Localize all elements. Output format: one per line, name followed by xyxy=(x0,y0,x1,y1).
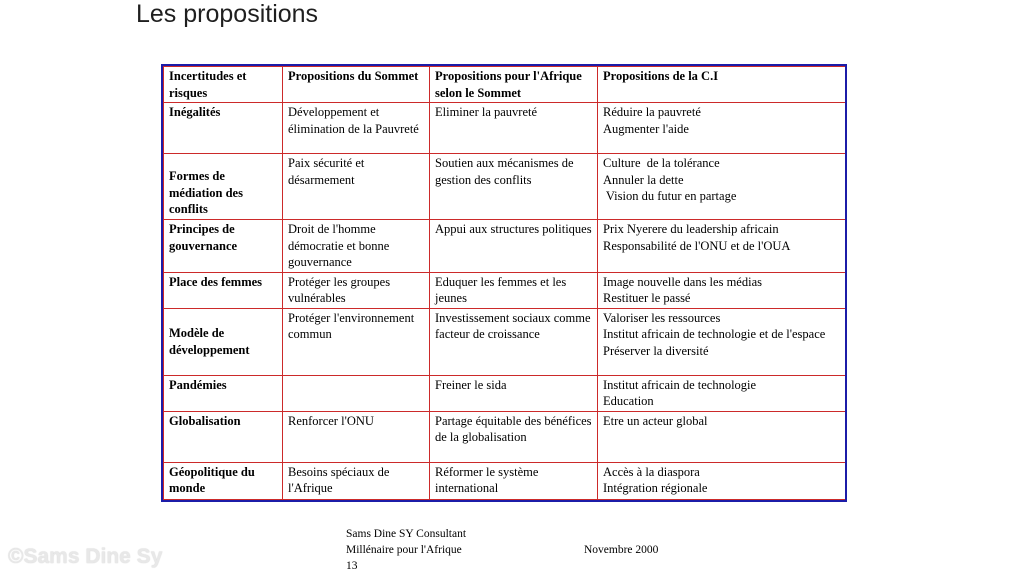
table-row xyxy=(164,411,846,462)
footer-date: Novembre 2000 xyxy=(584,544,659,556)
row-sommet xyxy=(283,375,430,411)
table-row xyxy=(164,272,846,308)
header-incertitudes: Incertitudes et risques xyxy=(164,67,283,103)
row-theme: Modèle de développement xyxy=(164,308,283,375)
propositions-table xyxy=(163,66,846,500)
ci-line: Institut africain de technologie xyxy=(603,377,757,392)
table-row xyxy=(164,154,846,220)
footer-project: Millénaire pour l'Afrique xyxy=(346,544,462,556)
table-row xyxy=(164,220,846,273)
row-ci xyxy=(598,308,846,375)
row-ci xyxy=(598,462,846,500)
row-ci xyxy=(598,220,846,273)
row-ci xyxy=(598,154,846,220)
ci-line: Education xyxy=(603,394,654,408)
header-propositions-afrique: Propositions pour l'Afrique selon le Sommet xyxy=(430,67,598,103)
ci-line: Institut africain de technologie et de l'espace xyxy=(603,327,826,341)
ci-line: Augmenter l'aide xyxy=(603,121,689,136)
row-sommet: Protéger les groupes vulnérables xyxy=(283,272,430,308)
ci-line: Etre un acteur global xyxy=(603,413,708,428)
ci-line: Culture de la tolérance xyxy=(603,156,720,170)
table-row xyxy=(164,375,846,411)
row-ci xyxy=(598,272,846,308)
row-sommet: Paix sécurité et désarmement xyxy=(283,154,430,220)
table-row xyxy=(164,103,846,154)
ci-line: Responsabilité de l'ONU et de l'OUA xyxy=(603,238,791,253)
row-afrique: Investissement sociaux comme facteur de croissance xyxy=(430,308,598,375)
row-sommet: Besoins spéciaux de l'Afrique xyxy=(283,462,430,500)
table-header-row xyxy=(164,67,846,103)
table-row xyxy=(164,462,846,500)
row-sommet: Renforcer l'ONU xyxy=(283,411,430,462)
ci-line: Vision du futur en partage xyxy=(603,189,737,203)
row-afrique: Partage équitable des bénéfices de la globalisation xyxy=(430,411,598,462)
ci-line: Prix Nyerere du leadership africain xyxy=(603,222,779,236)
row-sommet: Développement et élimination de la Pauvreté xyxy=(283,103,430,154)
footer-page-number: 13 xyxy=(346,560,358,572)
row-sommet: Droit de l'homme démocratie et bonne gouvernance xyxy=(283,220,430,273)
row-afrique: Eliminer la pauvreté xyxy=(430,103,598,154)
footer xyxy=(346,526,466,574)
slide-title: Les propositions xyxy=(136,0,319,28)
row-afrique: Appui aux structures politiques xyxy=(430,220,598,273)
row-afrique: Soutien aux mécanismes de gestion des conflits xyxy=(430,154,598,220)
row-theme: Géopolitique du monde xyxy=(164,462,283,500)
header-propositions-ci: Propositions de la C.I xyxy=(598,67,846,103)
propositions-table-frame xyxy=(161,64,847,502)
row-theme: Inégalités xyxy=(164,103,283,154)
ci-line: Restituer le passé xyxy=(603,291,691,305)
row-ci xyxy=(598,411,846,462)
row-theme: Principes de gouvernance xyxy=(164,220,283,273)
copyright-watermark: ©Sams Dine Sy xyxy=(8,545,163,568)
row-afrique: Réformer le système international xyxy=(430,462,598,500)
row-theme: Globalisation xyxy=(164,411,283,462)
ci-line: Image nouvelle dans les médias xyxy=(603,274,762,289)
row-theme: Place des femmes xyxy=(164,272,283,308)
row-ci xyxy=(598,375,846,411)
row-sommet: Protéger l'environnement commun xyxy=(283,308,430,375)
row-afrique: Eduquer les femmes et les jeunes xyxy=(430,272,598,308)
ci-line: Intégration régionale xyxy=(603,481,708,495)
ci-line: Réduire la pauvreté xyxy=(603,105,701,119)
row-theme: Pandémies xyxy=(164,375,283,411)
ci-line: Préserver la diversité xyxy=(603,343,709,358)
ci-line: Valoriser les ressources xyxy=(603,310,721,325)
table-row xyxy=(164,308,846,375)
ci-line: Annuler la dette xyxy=(603,172,684,187)
ci-line: Accès à la diaspora xyxy=(603,464,700,479)
row-ci xyxy=(598,103,846,154)
row-afrique: Freiner le sida xyxy=(430,375,598,411)
header-propositions-sommet: Propositions du Sommet xyxy=(283,67,430,103)
footer-author: Sams Dine SY Consultant xyxy=(346,528,467,540)
row-theme: Formes de médiation des conflits xyxy=(164,154,283,220)
